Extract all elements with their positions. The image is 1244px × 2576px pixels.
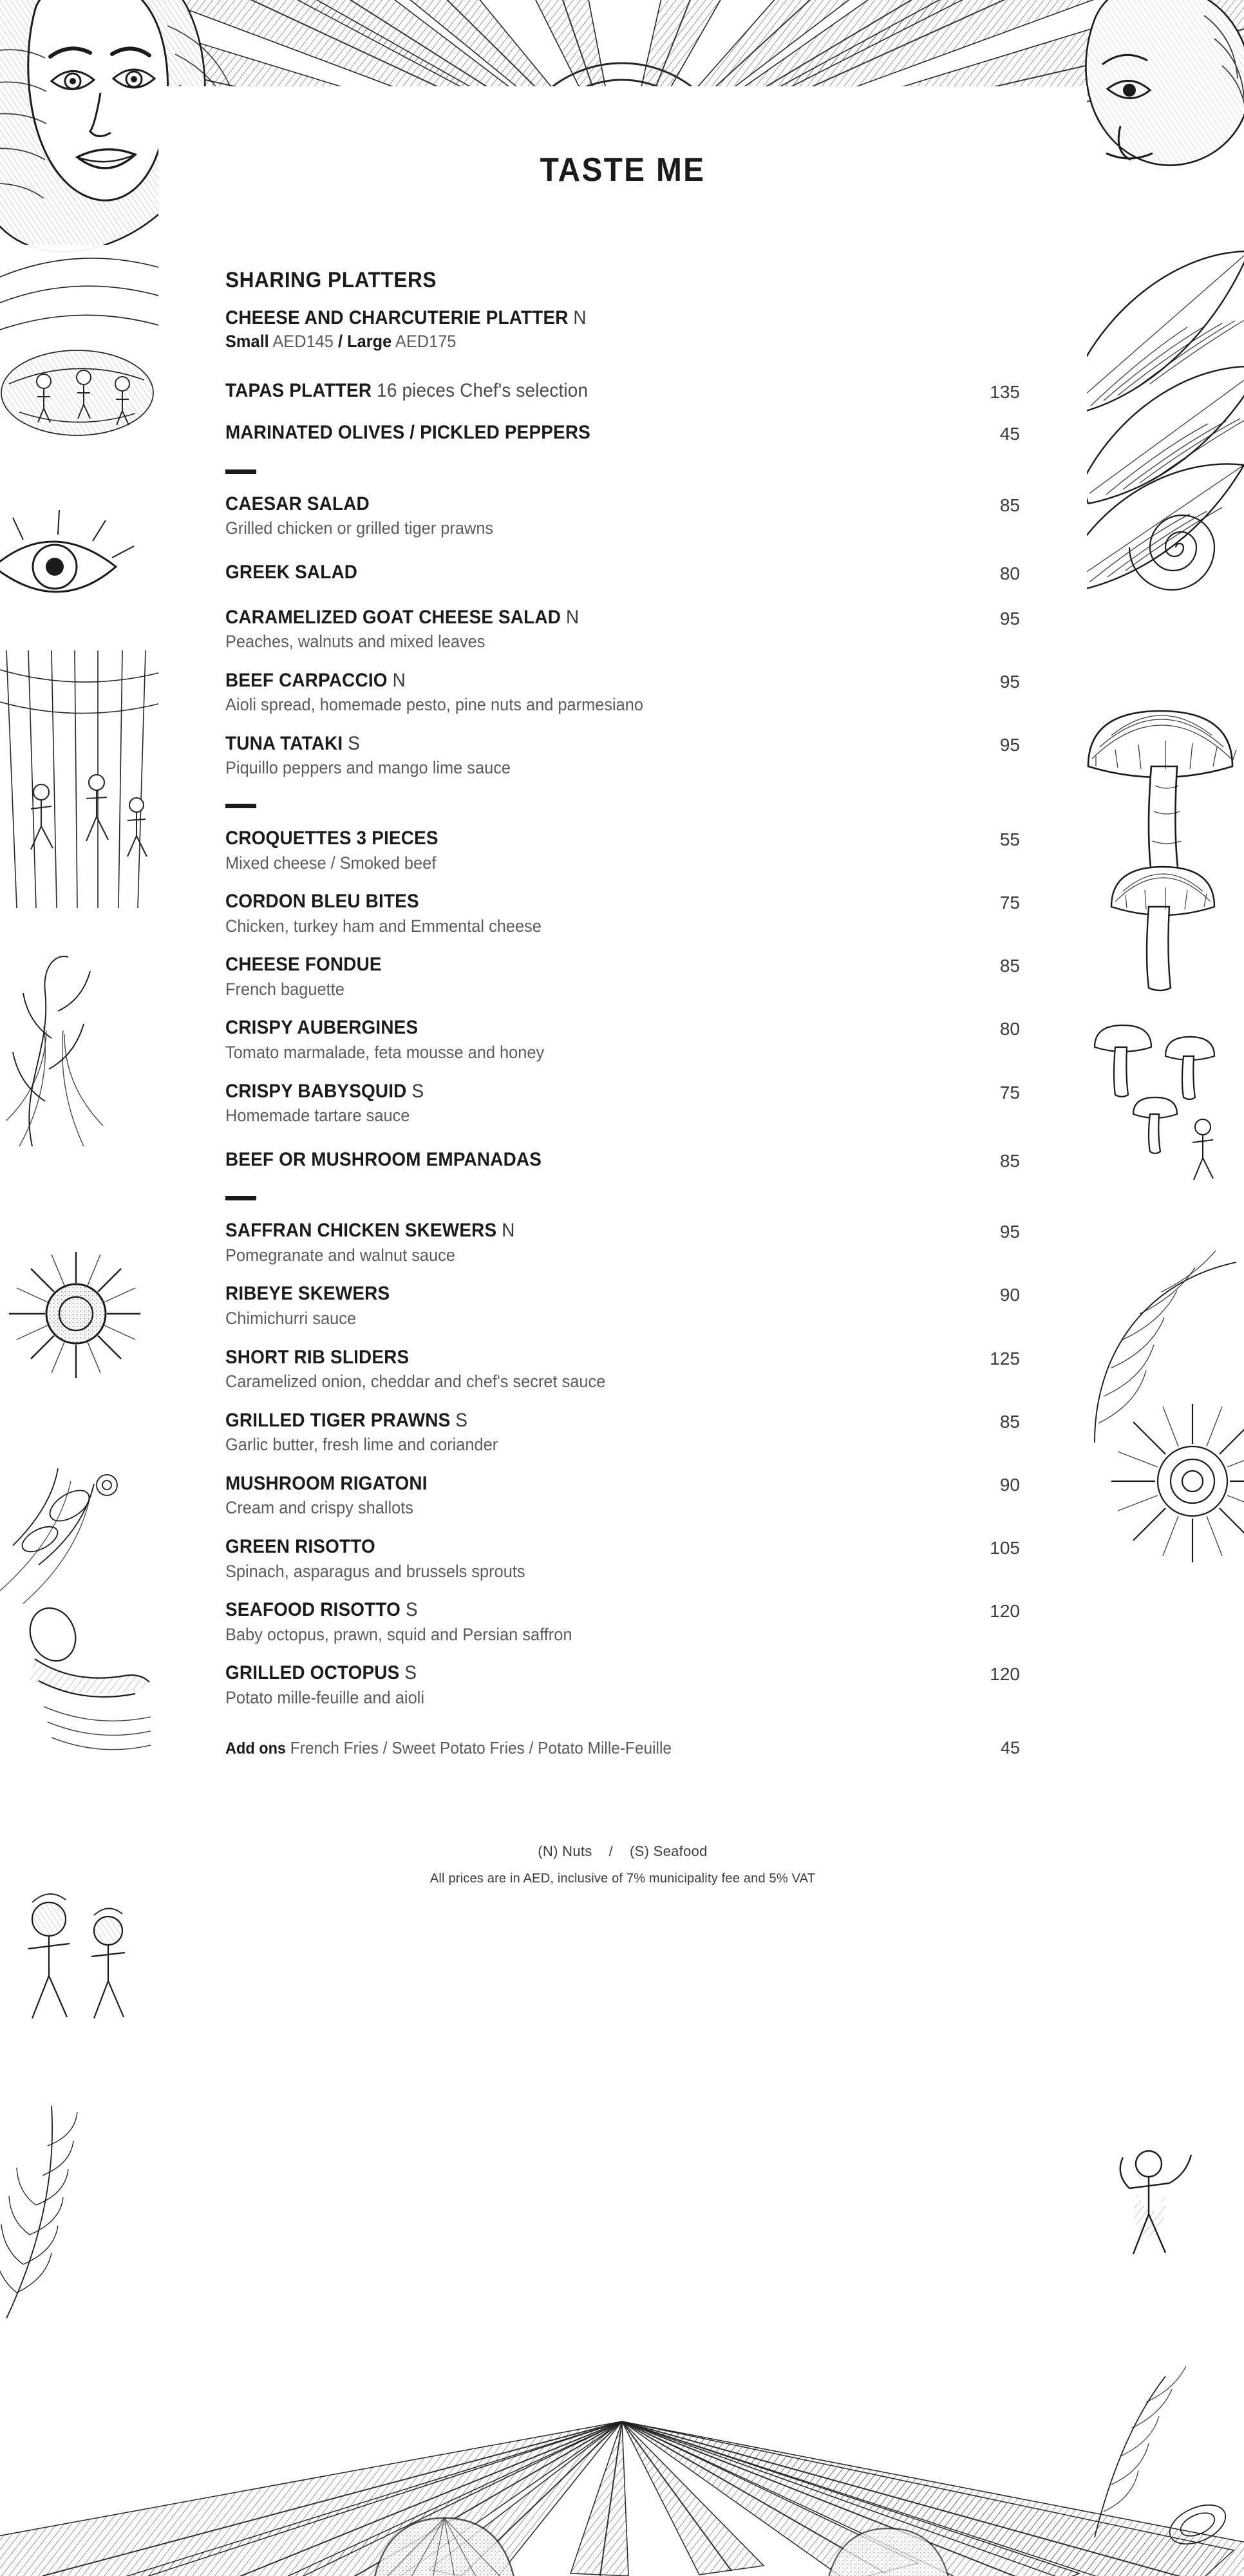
addons-options: French Fries / Sweet Potato Fries / Potato Mille-Feuille [290,1738,672,1758]
section-mains [225,1220,1020,1709]
menu-item-desc: Garlic butter, fresh lime and coriander [225,1435,498,1455]
menu-item-name-text: CHEESE AND CHARCUTERIE PLATTER [225,307,569,328]
menu-item-name [225,307,900,329]
menu-item-price: 80 [999,1019,1020,1039]
menu-item-left [225,1081,968,1127]
menu-item-name: SHORT RIB SLIDERS [225,1346,410,1368]
menu-item[interactable] [225,493,1020,540]
menu-item-left [225,607,968,653]
menu-item[interactable] [225,1220,1020,1266]
menu-item-name-text: TUNA TATAKI [225,732,343,754]
menu-item-desc: Mixed cheese / Smoked beef [225,853,437,873]
addons-row[interactable] [225,1738,1020,1758]
legend-nuts: (N) Nuts [538,1843,592,1860]
size-small-label: Small [225,331,269,351]
menu-item-price: 90 [999,1474,1020,1495]
menu-item[interactable] [225,562,1020,585]
menu-item-left [225,1347,968,1393]
menu-item-desc: Potato mille-feuille and aioli [225,1687,424,1707]
subprice-separator: / [337,331,343,351]
menu-item-name: CHEESE FONDUE [225,954,382,976]
menu-item[interactable] [225,380,1020,403]
menu-item-desc: Tomato marmalade, feta mousse and honey [225,1042,545,1062]
menu-item[interactable] [225,1410,1020,1456]
menu-item-name [225,1599,900,1621]
section-salads [225,493,1020,779]
menu-item-name-text: CARAMELIZED GOAT CHEESE SALAD [225,606,561,628]
menu-card [158,86,1087,2211]
menu-item-desc: Grilled chicken or grilled tiger prawns [225,518,494,538]
addons-label: Add ons [225,1739,286,1758]
menu-item-left [225,670,968,716]
menu-item[interactable] [225,1283,1020,1329]
menu-item-name-text: SEAFOOD RISOTTO [225,1599,401,1621]
menu-item[interactable] [225,954,1020,1000]
menu-item-name [225,733,900,755]
menu-item-left [225,1220,968,1266]
menu-item-left [225,380,968,402]
menu-item-left [225,1473,968,1519]
menu-item-left [225,422,968,444]
menu-item-name: CRISPY AUBERGINES [225,1017,419,1039]
menu-item-left [225,1410,968,1456]
menu-item-name-text: BEEF CARPACCIO [225,669,388,691]
menu-item-subprices [225,332,907,352]
menu-item-price: 85 [999,495,1020,515]
menu-item-left [225,493,968,540]
menu-item-price: 120 [990,1601,1020,1622]
menu-item[interactable] [225,1149,1020,1172]
menu-item-price: 80 [999,563,1020,583]
menu-item[interactable] [225,307,1020,352]
section-divider [225,804,256,808]
menu-footer [225,1843,1020,1886]
allergen-tag: N [573,307,587,328]
allergen-tag: S [411,1080,424,1102]
menu-item-left [225,1536,968,1582]
menu-item[interactable] [225,670,1020,716]
menu-item-name-text: CRISPY BABYSQUID [225,1080,407,1102]
section-divider [225,1196,256,1200]
allergen-tag: N [392,669,406,691]
menu-item-left [225,891,968,937]
menu-item-price: 45 [999,424,1020,444]
menu-item-price: 95 [999,1222,1020,1242]
menu-item[interactable] [225,733,1020,779]
size-large-price: AED175 [395,331,457,351]
menu-item-name [225,607,900,629]
menu-item-name [225,1410,900,1432]
allergen-tag: S [404,1662,417,1684]
menu-item-price [968,307,1020,308]
page-title: TASTE ME [540,151,706,189]
menu-item-desc: Chicken, turkey ham and Emmental cheese [225,916,542,936]
menu-item-name: BEEF OR MUSHROOM EMPANADAS [225,1148,542,1170]
menu-item-price: 95 [999,671,1020,692]
section-divider [225,469,256,474]
menu-item-inline-desc: 16 pieces Chef's selection [377,379,589,401]
menu-item-price: 90 [999,1285,1020,1305]
menu-item-name: CORDON BLEU BITES [225,891,419,913]
section-heading-sharing-platters: SHARING PLATTERS [225,268,437,292]
menu-item[interactable] [225,1081,1020,1127]
addons-text [225,1738,672,1758]
menu-item-desc: Peaches, walnuts and mixed leaves [225,632,485,652]
menu-item-desc: Piquillo peppers and mango lime sauce [225,758,511,778]
legend-separator: / [608,1843,613,1860]
menu-item[interactable] [225,828,1020,874]
menu-item-name: MUSHROOM RIGATONI [225,1472,428,1494]
menu-item-desc: Caramelized onion, cheddar and chef's secret sauce [225,1372,606,1392]
menu-item-desc: Pomegranate and walnut sauce [225,1245,455,1265]
menu-item-price: 75 [999,1082,1020,1103]
menu-item-left [225,1599,968,1645]
menu-item-left [225,828,968,874]
menu-item-left [225,1017,968,1063]
menu-item-price: 85 [999,1150,1020,1171]
menu-item-price: 120 [990,1664,1020,1685]
menu-item-left [225,954,968,1000]
menu-item-price: 125 [990,1348,1020,1368]
menu-item-name: MARINATED OLIVES / PICKLED PEPPERS [225,422,590,444]
menu-item-left [225,733,968,779]
menu-item[interactable] [225,1473,1020,1519]
menu-item-price: 95 [999,734,1020,755]
menu-item-left [225,562,968,583]
menu-item-desc: Homemade tartare sauce [225,1106,410,1126]
menu-item-name: CAESAR SALAD [225,493,370,515]
menu-item-price: 85 [999,1411,1020,1432]
menu-item-desc: French baguette [225,979,344,999]
menu-item-name: CROQUETTES 3 PIECES [225,827,438,849]
menu-item-name-text: GRILLED TIGER PRAWNS [225,1409,451,1431]
menu-item-price: 95 [999,608,1020,629]
menu-item[interactable] [225,891,1020,937]
menu-item-name [225,1662,900,1684]
menu-item-price: 55 [999,829,1020,849]
size-large-label: Large [347,331,392,351]
menu-item-name: GREEN RISOTTO [225,1535,375,1557]
price-fineprint: All prices are in AED, inclusive of 7% municipality fee and 5% VAT [429,1871,816,1886]
menu-item-left [225,307,968,352]
menu-item[interactable] [225,1536,1020,1582]
allergen-tag: S [405,1599,418,1621]
menu-item[interactable] [225,1599,1020,1645]
menu-item-name: RIBEYE SKEWERS [225,1283,390,1305]
allergen-tag: S [455,1409,467,1431]
menu-item-name: GREEK SALAD [225,561,358,583]
allergen-tag: S [348,732,360,754]
menu-item-price: 75 [999,893,1020,913]
menu-item-desc: Aioli spread, homemade pesto, pine nuts and parmesiano [225,695,644,715]
menu-item-left [225,1283,968,1329]
menu-item-desc: Chimichurri sauce [225,1308,357,1328]
menu-item-left [225,1149,968,1171]
menu-item-name-text: SAFFRAN CHICKEN SKEWERS [225,1220,497,1242]
section-bites [225,828,1020,1171]
allergen-legend [225,1843,1020,1860]
menu-item[interactable] [225,1347,1020,1393]
allergen-tag: N [502,1220,515,1242]
size-small-price: AED145 [272,331,334,351]
menu-item-name [225,380,900,402]
menu-item-name-text: GRILLED OCTOPUS [225,1662,400,1684]
menu-item-price: 85 [999,956,1020,976]
menu-item-name-text: TAPAS PLATTER [225,379,372,401]
addons-price: 45 [1000,1738,1020,1758]
menu-item-name [225,1081,900,1103]
menu-item-price: 135 [990,381,1020,402]
menu-item[interactable] [225,607,1020,653]
menu-item-name [225,1220,900,1242]
menu-item-desc: Cream and crispy shallots [225,1498,413,1518]
menu-item[interactable] [225,1017,1020,1063]
menu-item-name [225,670,900,692]
legend-seafood: (S) Seafood [630,1843,708,1860]
menu-item-desc: Spinach, asparagus and brussels sprouts [225,1561,525,1581]
allergen-tag: N [565,606,580,628]
menu-item[interactable] [225,422,1020,445]
menu-item[interactable] [225,1662,1020,1709]
menu-item-price: 105 [990,1537,1020,1558]
menu-item-desc: Baby octopus, prawn, squid and Persian saffron [225,1624,572,1644]
section-sharing-platters [225,307,1020,445]
menu-item-left [225,1662,968,1709]
